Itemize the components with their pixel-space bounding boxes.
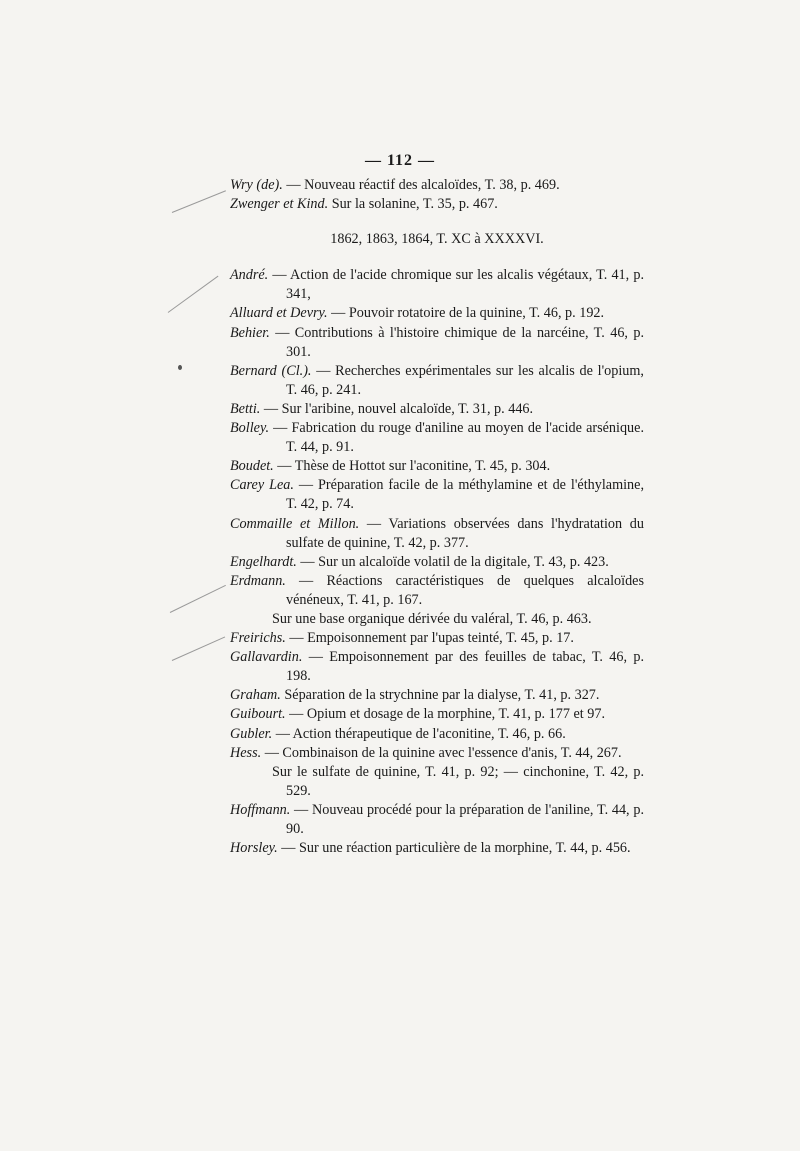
entry-text: — Sur un alcaloïde volatil de la digitale, T. 43, p. 423. [296, 553, 609, 570]
entry-text: Sur la solanine, T. 35, p. 467. [328, 196, 498, 213]
entry-text: — Contributions à l'histoire chimique de la narcéine, T. 46, p. 301. [269, 324, 644, 360]
entry-text: Sur le sulfate de quinine, T. 41, p. 92; — cinchonine, T. 42, p. 529. [272, 763, 644, 799]
entry-text: — Empoisonnement par des feuilles de tabac, T. 46, p. 198. [286, 649, 644, 685]
entry-text: — Combinaison de la quinine avec l'essence d'anis, T. 44, 267. [261, 744, 622, 761]
entry-author: Freirichs. [230, 630, 286, 647]
entry-author: Bernard (Cl.). [230, 362, 312, 379]
list-item [230, 839, 644, 858]
entries-container [230, 266, 644, 858]
entry-text: — Opium et dosage de la morphine, T. 41, p. 177 et 97. [285, 706, 606, 723]
entry-author: Commaille et Millon. [230, 515, 360, 532]
list-item [230, 362, 644, 400]
entry-author: Alluard et Devry. [230, 305, 328, 322]
list-item [230, 176, 644, 195]
margin-ink-dot [178, 365, 182, 370]
list-item [230, 686, 644, 705]
list-item [230, 400, 644, 419]
entry-author: Wry (de). [230, 177, 283, 193]
margin-pencil-mark [170, 585, 226, 613]
entry-text: — Pouvoir rotatoire de la quinine, T. 46, p. 192. [327, 305, 605, 322]
list-item [230, 553, 644, 572]
entry-author: Engelhardt. [230, 553, 297, 570]
entry-author: Bolley. [230, 420, 270, 437]
entry-text: Sur une base organique dérivée du valéral, T. 46, p. 463. [272, 610, 592, 627]
entry-text: — Variations observées dans l'hydratation du sulfate de quinine, T. 42, p. 377. [286, 515, 644, 551]
entry-author: André. [230, 267, 269, 284]
list-item [230, 705, 644, 724]
entry-author: Horsley. [230, 840, 278, 857]
entry-text: — Sur une réaction particulière de la morphine, T. 44, p. 456. [277, 840, 631, 857]
entry-text: — Recherches expérimentales sur les alcalis de l'opium, T. 46, p. 241. [286, 362, 644, 398]
list-item [230, 801, 644, 839]
list-item [230, 195, 644, 214]
entry-author: Behier. [230, 324, 270, 341]
list-item [230, 419, 644, 457]
list-item [230, 457, 644, 476]
list-item [230, 266, 644, 304]
entry-author: Graham. [230, 687, 281, 704]
entry-author: Carey Lea. [230, 477, 294, 494]
section-heading: 1862, 1863, 1864, T. XC à XXXXVI. [330, 231, 544, 248]
entry-author: Betti. [230, 400, 261, 417]
entry-text: — Sur l'aribine, nouvel alcaloïde, T. 31, p. 446. [260, 400, 534, 417]
entry-text: — Thèse de Hottot sur l'aconitine, T. 45, p. 304. [273, 458, 551, 475]
entry-text: — Nouveau réactif des alcaloïdes, T. 38, p. 469. [282, 177, 560, 193]
entry-text: — Empoisonnement par l'upas teinté, T. 45, p. 17. [285, 630, 574, 647]
entry-author: Zwenger et Kind. [230, 196, 329, 213]
margin-pencil-mark [168, 276, 219, 313]
list-item [230, 476, 644, 514]
margin-pencil-mark [172, 190, 226, 213]
entry-text: Séparation de la strychnine par la dialyse, T. 41, p. 327. [280, 687, 600, 704]
entry-text: — Action de l'acide chromique sur les alcalis végétaux, T. 41, p. 341, [268, 267, 644, 303]
entry-author: Hess. [230, 744, 262, 761]
list-item [230, 610, 644, 629]
margin-pencil-mark [172, 636, 225, 661]
entry-text: — Action thérapeutique de l'aconitine, T. 46, p. 66. [272, 725, 566, 742]
bibliography-list [230, 176, 644, 858]
entry-author: Hoffmann. [230, 801, 291, 818]
entry-author: Boudet. [230, 458, 274, 475]
entry-author: Gallavardin. [230, 649, 303, 666]
list-item [230, 648, 644, 686]
list-item [230, 629, 644, 648]
entry-text: — Nouveau procédé pour la préparation de l'aniline, T. 44, p. 90. [286, 801, 644, 837]
list-item [230, 572, 644, 610]
entry-author: Gubler. [230, 725, 273, 742]
list-item [230, 725, 644, 744]
list-item [230, 324, 644, 362]
entry-author: Guibourt. [230, 706, 286, 723]
entry-text: — Préparation facile de la méthylamine et de l'éthylamine, T. 42, p. 74. [286, 477, 644, 513]
entry-text: — Réactions caractéristiques de quelques alcaloïdes vénéneux, T. 41, p. 167. [285, 572, 644, 608]
page-number: — 112 — [364, 152, 436, 169]
list-item [230, 304, 644, 323]
list-item [230, 515, 644, 553]
entry-text: — Fabrication du rouge d'aniline au moyen de l'acide arsénique. T. 44, p. 91. [269, 420, 644, 456]
list-item [230, 763, 644, 801]
list-item [230, 744, 644, 763]
entry-author: Erdmann. [230, 572, 286, 589]
